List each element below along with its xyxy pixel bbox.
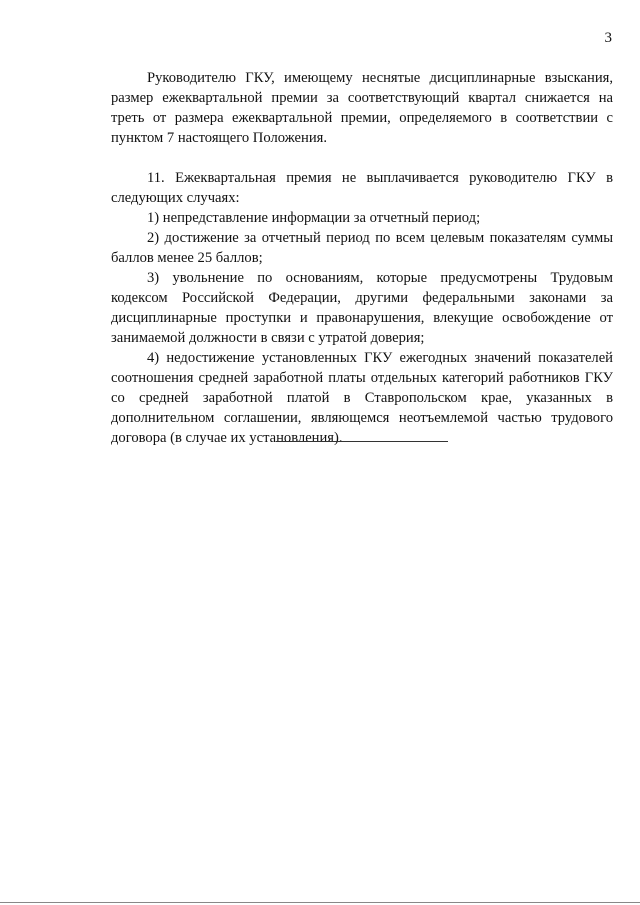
paragraph-premium-reduction: Руководителю ГКУ, имеющему неснятые дисциплинарные взыскания, размер ежеквартальной премии за соответствующий квартал снижается на треть от размера ежеквартальной премии, определяемого в соответствии с пунктом 7 настоящего Положения. [111,70,613,146]
list-item-1: 1) непредставление информации за отчетный период; [147,210,481,226]
paragraph-item-11: 11. Ежеквартальная премия не выплачивается руководителю ГКУ в следующих случаях: [111,170,613,206]
page-bottom-edge [0,902,640,903]
list-item-3: 3) увольнение по основаниям, которые предусмотрены Трудовым кодексом Российской Федерации, другими федеральными законами за дисциплинарные проступки и правонарушения, влекущие освобождение от занимаемой должности в связи с утратой доверия; [111,270,613,346]
list-item-2: 2) достижение за отчетный период по всем целевым показателям суммы баллов менее 25 баллов; [111,230,613,266]
list-item-4: 4) недостижение установленных ГКУ ежегодных значений показателей соотношения средней заработной платы отдельных категорий работников ГКУ со средней заработной платой в Ставропольском крае, указанных в дополнительном соглашении, являющемся неотъемлемой частью трудового договора (в случае их установления). [111,350,613,446]
page-number: 3 [604,30,612,46]
document-body [111,68,613,448]
end-separator-line [276,441,448,442]
